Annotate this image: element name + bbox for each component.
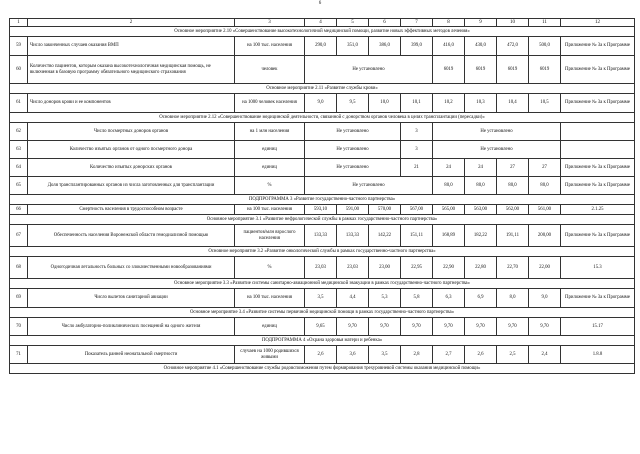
value-cell: 3 [401,123,433,141]
value-cell: 27 [497,159,529,177]
row-number: 61 [10,94,28,113]
unit: на 100 тыс. населения [235,289,305,308]
table-row [10,289,635,308]
table-row [10,346,635,364]
section-heading: Основное мероприятие 2.10 «Совершенствование высокотехнологичной медицинской помощи, развитие новых эффективных методов лечения» [10,27,635,37]
value-cell: 168,89 [433,225,465,247]
reference: Приложение № 3а к Программе [561,159,635,177]
not-set-cell: Не установлено [433,141,561,159]
indicator-name: Число амбулаторно-поликлинических посещений на одного жителя [28,318,235,336]
section-heading: Основное мероприятие 3.2 «Развитие онкологической службы в рамках государственно-частного партнерства» [10,247,635,257]
reference: Приложение № 3а к Программе [561,37,635,56]
section-heading: Основное мероприятие 2.12 «Совершенствование медицинской деятельности, связанной с донорством органов человека в целях трансплантации (пересадки)» [10,113,635,123]
value-cell: 386,0 [369,37,401,56]
value-cell: 2,8 [401,346,433,364]
reference: 15.3 [561,257,635,279]
header-cell: 10 [497,19,529,27]
section-heading: Основное мероприятие 3.1 «Развитие нефрологической службы в рамках государственно-частного партнерства» [10,215,635,225]
section-heading: Основное мероприятие 4.1 «Совершенствование службы родовспоможения путем формирования трехуровневой системы оказания медицинской помощи» [10,364,635,374]
value-cell: 8,0 [497,289,529,308]
indicator-name: Число доноров крови и ее компонентов [28,94,235,113]
not-set-cell: Не установлено [305,159,401,177]
value-cell: 9,70 [337,318,369,336]
value-cell: 6,3 [433,289,465,308]
unit: на 100 тыс. населения [235,205,305,215]
value-cell: 9,70 [497,318,529,336]
reference: Приложение № 3а к Программе [561,177,635,195]
row-number: 62 [10,123,28,141]
value-cell: 351,0 [337,37,369,56]
value-cell: 290,0 [305,37,337,56]
value-cell: 5,3 [369,289,401,308]
header-cell: 4 [305,19,337,27]
value-cell: 22,95 [401,257,433,279]
value-cell: 22,80 [465,257,497,279]
value-cell: 10,5 [529,94,561,113]
value-cell: 6019 [529,56,561,84]
not-set-cell: Не установлено [305,141,401,159]
reference: 2.1.25 [561,205,635,215]
value-cell: 6019 [433,56,465,84]
row-number: 60 [10,56,28,84]
value-cell: 9,0 [305,94,337,113]
row-number: 67 [10,225,28,247]
indicator-name: Одногодичная летальность больных со злокачественными новообразованиями [28,257,235,279]
value-cell: 9,70 [401,318,433,336]
value-cell: 23,03 [305,257,337,279]
value-cell: 570,00 [369,205,401,215]
value-cell: 24 [465,159,497,177]
unit: % [235,177,305,195]
indicator-name: Число вылетов санитарной авиации [28,289,235,308]
value-cell: 9,70 [369,318,401,336]
value-cell: 80,0 [497,177,529,195]
value-cell: 5,8 [401,289,433,308]
header-cell: 12 [561,19,635,27]
value-cell: 4,4 [337,289,369,308]
table-row [10,56,635,84]
table-row [10,37,635,56]
table-row [10,318,635,336]
section-heading: Основное мероприятие 3.3 «Развитие системы санитарно-авиационной медицинской эвакуации в рамках государственно-частного партнерства» [10,279,635,289]
value-cell: 10,3 [465,94,497,113]
subprogram-heading: ПОДПРОГРАММА 3 «Развитие государственно-частного партнерства» [10,195,635,205]
row-number: 66 [10,205,28,215]
value-cell: 3,5 [369,346,401,364]
indicators-table [9,18,635,374]
value-cell: 563,00 [465,205,497,215]
unit: единиц [235,141,305,159]
reference: Приложение № 3а к Программе [561,94,635,113]
value-cell: 567,00 [401,205,433,215]
value-cell: 2,6 [305,346,337,364]
indicator-name: Доля трансплантированных органов из числа заготовленных для трансплантации [28,177,235,195]
subprogram-heading: ПОДПРОГРАММА 4 «Охрана здоровья матери и ребенка» [10,336,635,346]
unit: человек [235,56,305,84]
row-number: 65 [10,177,28,195]
value-cell: 9,65 [305,318,337,336]
header-cell: 6 [369,19,401,27]
value-cell: 133,33 [337,225,369,247]
value-cell: 23,00 [369,257,401,279]
indicator-name: Количество изъятых донорских органов [28,159,235,177]
value-cell: 2,5 [497,346,529,364]
indicator-name: Количество изъятых органов от одного посмертного донора [28,141,235,159]
reference: Приложение № 3а к Программе [561,225,635,247]
value-cell: 430,0 [465,37,497,56]
value-cell: 80,0 [529,177,561,195]
unit: % [235,257,305,279]
value-cell: 133,33 [305,225,337,247]
value-cell: 142,22 [369,225,401,247]
reference: Приложение № 3а к Программе [561,56,635,84]
indicator-name: Обеспеченность населения Воронежской области гемодиализной помощью [28,225,235,247]
unit: на 1000 человек населения [235,94,305,113]
value-cell: 22,70 [497,257,529,279]
table-row [10,257,635,279]
not-set-cell: Не установлено [305,177,433,195]
row-number: 71 [10,346,28,364]
table-row [10,94,635,113]
table-row [10,225,635,247]
value-cell: 80,0 [465,177,497,195]
value-cell: 182,22 [465,225,497,247]
reference [561,123,635,141]
value-cell: 9,0 [529,289,561,308]
value-cell: 10,2 [433,94,465,113]
unit: пациентов/млн взрослого населения [235,225,305,247]
unit: случаев на 1000 родившихся живыми [235,346,305,364]
header-cell: 1 [10,19,28,27]
value-cell: 10,0 [369,94,401,113]
value-cell: 561,00 [529,205,561,215]
table-row [10,141,635,159]
value-cell: 10,1 [401,94,433,113]
value-cell: 9,70 [433,318,465,336]
value-cell: 3 [401,141,433,159]
row-number: 68 [10,257,28,279]
indicator-name: Число посмертных доноров органов [28,123,235,141]
value-cell: 200,00 [529,225,561,247]
table-row [10,205,635,215]
not-set-cell: Не установлено [433,123,561,141]
not-set-cell: Не установлено [305,56,433,84]
indicator-name: Смертность населения в трудоспособном возрасте [28,205,235,215]
value-cell: 2,4 [529,346,561,364]
header-cell: 11 [529,19,561,27]
value-cell: 151,11 [401,225,433,247]
value-cell: 500,0 [529,37,561,56]
row-number: 59 [10,37,28,56]
value-cell: 6,9 [465,289,497,308]
reference: 15.17 [561,318,635,336]
unit: на 100 тыс. населения [235,37,305,56]
value-cell: 9,5 [337,94,369,113]
value-cell: 562,00 [497,205,529,215]
header-cell: 8 [433,19,465,27]
reference: Приложение № 3а к Программе [561,289,635,308]
value-cell: 21 [401,159,433,177]
indicator-name: Число законченных случаев оказания ВМП [28,37,235,56]
section-heading: Основное мероприятие 3.4 «Развитие системы первичной медицинской помощи в рамках государственно-частного партнерства» [10,308,635,318]
value-cell: 3,6 [337,346,369,364]
value-cell: 591,00 [337,205,369,215]
not-set-cell: Не установлено [305,123,401,141]
value-cell: 6019 [465,56,497,84]
page-number: 6 [318,1,322,6]
row-number: 69 [10,289,28,308]
indicator-name: Показатель ранней неонатальной смертности [28,346,235,364]
value-cell: 472,0 [497,37,529,56]
table-row [10,159,635,177]
value-cell: 9,70 [465,318,497,336]
value-cell: 6019 [497,56,529,84]
column-number-row [10,19,635,27]
value-cell: 80,0 [433,177,465,195]
value-cell: 191,11 [497,225,529,247]
value-cell: 10,4 [497,94,529,113]
value-cell: 3,5 [305,289,337,308]
table-row [10,123,635,141]
row-number: 64 [10,159,28,177]
row-number: 63 [10,141,28,159]
value-cell: 23,03 [337,257,369,279]
value-cell: 416,0 [433,37,465,56]
value-cell: 565,00 [433,205,465,215]
reference: 1.8.8 [561,346,635,364]
section-heading: Основное мероприятие 2.11 «Развитие службы крови» [10,84,635,94]
value-cell: 2,6 [465,346,497,364]
unit: единиц [235,318,305,336]
header-cell: 7 [401,19,433,27]
value-cell: 399,0 [401,37,433,56]
header-cell: 2 [28,19,235,27]
value-cell: 24 [433,159,465,177]
value-cell: 2,7 [433,346,465,364]
reference [561,141,635,159]
table-row [10,177,635,195]
header-cell: 5 [337,19,369,27]
value-cell: 593,10 [305,205,337,215]
value-cell: 27 [529,159,561,177]
unit: на 1 млн населения [235,123,305,141]
value-cell: 22,90 [433,257,465,279]
value-cell: 22,00 [529,257,561,279]
unit: единиц [235,159,305,177]
header-cell: 3 [235,19,305,27]
row-number: 70 [10,318,28,336]
value-cell: 9,70 [529,318,561,336]
indicator-name: Количество пациентов, которым оказана высокотехнологичная медицинская помощь, не включенная в базовую программу обязательного медицинского страхования [28,56,235,84]
header-cell: 9 [465,19,497,27]
